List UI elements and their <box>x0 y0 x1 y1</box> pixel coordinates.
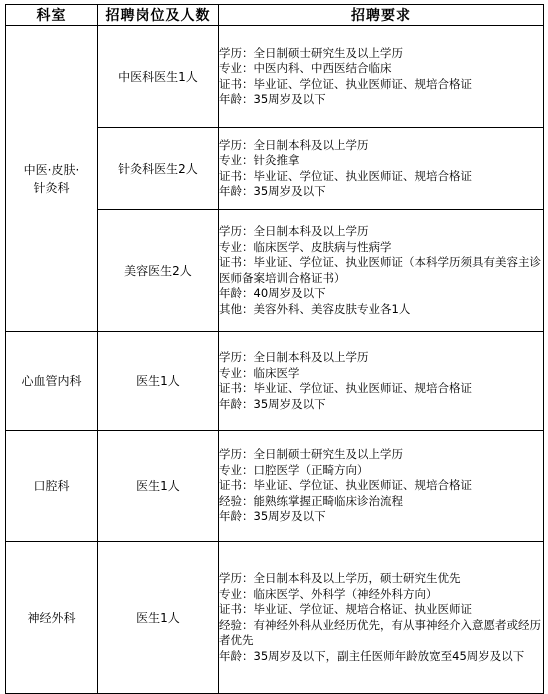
requirement-line: 经验：能熟练掌握正畸临床诊治流程 <box>219 493 403 508</box>
requirement-line: 证书：毕业证、学位证、执业医师证（本科学历须具有美容主诊医师备案培训合格证书） <box>219 255 541 285</box>
requirement-line: 专业：临床医学、皮肤病与性病学 <box>219 239 392 254</box>
position-name: 针灸科医生2人 <box>118 161 198 176</box>
header-row <box>6 5 544 26</box>
requirements-cell <box>219 128 544 210</box>
requirement-line: 年龄：40周岁及以下 <box>219 286 326 300</box>
header-department: 科室 <box>6 5 98 26</box>
requirement-line: 年龄：35周岁及以下 <box>219 92 326 106</box>
department-cell <box>6 332 98 431</box>
requirement-line: 学历：全日制本科及以上学历 <box>219 350 369 364</box>
requirements-cell <box>219 210 544 332</box>
department-name: 心血管内科 <box>21 374 82 388</box>
position-cell <box>98 332 219 431</box>
requirement-line: 专业：口腔医学（正畸方向） <box>219 462 369 477</box>
requirement-line: 学历：全日制本科及以上学历 <box>219 137 369 152</box>
table-row <box>6 332 544 431</box>
requirement-line: 年龄：35周岁及以下 <box>219 396 326 411</box>
requirement-line: 专业：临床医学、外科学（神经外科方向） <box>219 586 438 601</box>
recruitment-table <box>5 4 544 694</box>
requirement-line: 年龄：35周岁及以下 <box>219 184 326 198</box>
requirement-line: 其他：美容外科、美容皮肤专业各1人 <box>219 301 411 316</box>
requirement-line: 专业：中医内科、中西医结合临床 <box>219 61 392 75</box>
header-requirements: 招聘要求 <box>219 5 544 26</box>
requirement-line: 证书：毕业证、学位证、执业医师证、规培合格证 <box>219 381 472 395</box>
requirement-line: 经验：有神经外科从业经历优先，有从事神经介入意愿者或经历者优先 <box>219 617 541 647</box>
requirement-line: 学历：全日制硕士研究生及以上学历 <box>219 45 403 60</box>
position-name: 中医科医生1人 <box>118 69 198 84</box>
department-name: 中医·皮肤· 针灸科 <box>23 162 80 195</box>
requirement-line: 学历：全日制本科及以上学历 <box>219 224 369 238</box>
table-row <box>6 542 544 694</box>
requirement-line: 证书：毕业证、学位证、规培合格证、执业医师证 <box>219 602 472 616</box>
requirement-line: 证书：毕业证、学位证、执业医师证、规培合格证 <box>219 168 472 183</box>
requirements-cell <box>219 332 544 431</box>
table-row <box>6 431 544 542</box>
requirement-line: 证书：毕业证、学位证、执业医师证、规培合格证 <box>219 76 472 91</box>
requirement-line: 专业：针灸推拿 <box>219 153 300 167</box>
position-name: 美容医生2人 <box>124 263 192 278</box>
requirements-cell <box>219 26 544 128</box>
department-cell <box>6 542 98 694</box>
department-name: 口腔科 <box>33 479 70 493</box>
header-position: 招聘岗位及人数 <box>98 5 219 26</box>
position-cell <box>98 431 219 542</box>
position-name: 医生1人 <box>136 610 180 625</box>
requirements-cell <box>219 431 544 542</box>
position-name: 医生1人 <box>136 479 180 493</box>
requirement-line: 学历：全日制硕士研究生及以上学历 <box>219 447 403 462</box>
department-cell <box>6 431 98 542</box>
requirement-line: 专业：临床医学 <box>219 365 300 380</box>
requirement-line: 年龄：35周岁及以下 <box>219 509 326 524</box>
department-cell <box>6 26 98 332</box>
requirements-cell <box>219 542 544 694</box>
position-cell <box>98 210 219 332</box>
position-cell <box>98 542 219 694</box>
requirement-line: 证书：毕业证、学位证、执业医师证、规培合格证 <box>219 478 472 493</box>
position-cell <box>98 128 219 210</box>
position-name: 医生1人 <box>136 374 180 388</box>
table-row <box>6 26 544 128</box>
department-name: 神经外科 <box>27 610 76 625</box>
requirement-line: 学历：全日制本科及以上学历，硕士研究生优先 <box>219 571 461 585</box>
requirement-line: 年龄：35周岁及以下，副主任医师年龄放宽至45周岁及以下 <box>219 648 525 663</box>
position-cell <box>98 26 219 128</box>
